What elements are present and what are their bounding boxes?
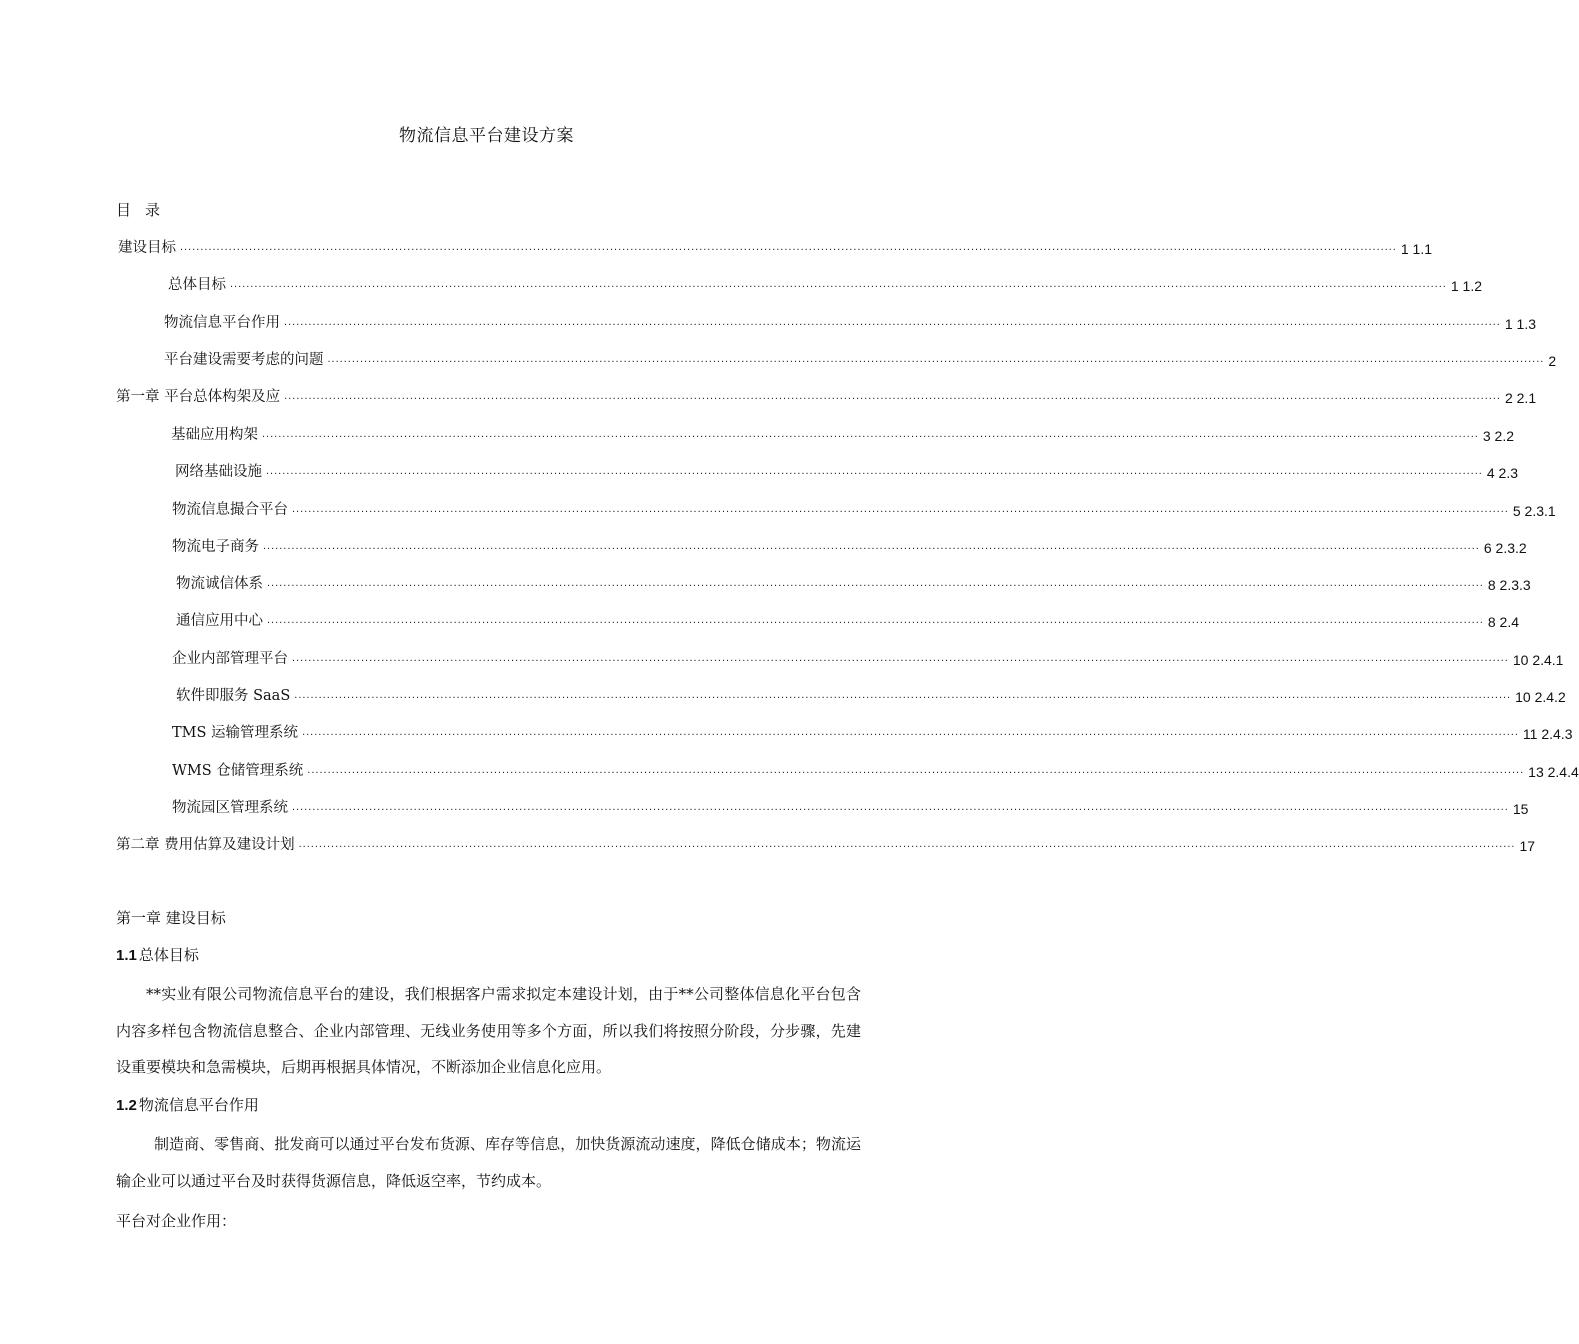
toc-leader-dots: ............................................................................................................................................................................................................................................................................................................ [294,689,1512,701]
toc-entry[interactable] [171,422,1514,444]
toc-entry[interactable] [116,384,1537,406]
toc-leader-dots: ............................................................................................................................................................................................................................................................................................................ [298,838,1516,850]
toc-entry[interactable] [172,646,1564,668]
toc-entry-label: 物流电子商务 [172,539,259,555]
toc-entry[interactable] [164,310,1536,332]
toc-entry-page: 17 [1519,838,1536,854]
toc-entry[interactable] [172,534,1527,556]
toc-entry-page: 10 2.4.1 [1512,652,1564,668]
paragraph-overall-goal: **实业有限公司物流信息平台的建设，我们根据客户需求拟定本建设计划，由于**公司整体信息化平台包含内容多样包含物流信息整合、企业内部管理、无线业务使用等多个方面，所以我们将按照分阶段，分步骤，先建设重要模块和急需模块，后期再根据具体情况，不断添加企业信息化应用。 [116,985,861,1076]
toc-entry[interactable] [164,347,1557,369]
toc-entry[interactable] [172,795,1529,817]
toc-entry[interactable] [176,608,1519,630]
toc-leader-dots: ............................................................................................................................................................................................................................................................................................................ [180,241,1397,253]
toc-entry-page: 13 2.4.4 [1528,764,1579,780]
toc-entry-label: 物流信息平台作用 [164,315,280,331]
section-number: 1.2 [116,1097,137,1114]
toc-entry-label: 第二章 费用估算及建设计划 [116,837,295,853]
toc-entry-page: 8 2.3.3 [1487,577,1531,593]
toc-entry-page: 1 1.1 [1400,241,1432,257]
toc-entry-label: 基础应用构架 [171,427,258,443]
toc-entry-page: 3 2.2 [1482,428,1514,444]
toc-entry-page: 15 [1512,801,1529,817]
paragraph-enterprise-role: 平台对企业作用： [116,1212,237,1230]
toc-entry-page: 5 2.3.1 [1512,503,1556,519]
toc-entry-page: 8 2.4 [1487,614,1519,630]
toc-leader-dots: ............................................................................................................................................................................................................................................................................................................ [292,652,1509,664]
paragraph-platform-role: 制造商、零售商、批发商可以通过平台发布货源、库存等信息，加快货源流动速度，降低仓储成本；物流运输企业可以通过平台及时获得货源信息，降低返空率，节约成本。 [116,1135,861,1190]
toc-entry-label: 物流信息撮合平台 [172,502,288,518]
toc-leader-dots: ............................................................................................................................................................................................................................................................................................................ [302,726,1519,738]
toc-heading-char-2: 录 [145,201,161,219]
toc-heading-char-1: 目 [116,201,132,219]
toc-entry[interactable] [116,832,1536,854]
toc-leader-dots: ............................................................................................................................................................................................................................................................................................................ [267,614,1484,626]
toc-leader-dots: ............................................................................................................................................................................................................................................................................................................ [292,503,1509,515]
toc-entry-label: 建设目标 [118,240,176,256]
chapter-heading: 第一章 建设目标 [116,909,226,927]
toc-entry-label: 企业内部管理平台 [172,651,288,667]
toc-entry-label: 软件即服务 SaaS [176,688,291,704]
toc-leader-dots: ............................................................................................................................................................................................................................................................................................................ [262,428,1479,440]
toc-leader-dots: ............................................................................................................................................................................................................................................................................................................ [327,353,1545,365]
toc-entry-label: 第一章 平台总体构架及应 [116,389,281,405]
toc-entry-label: 平台建设需要考虑的问题 [164,352,324,368]
toc-entry-page: 1 1.2 [1450,278,1482,294]
toc-entry[interactable] [172,720,1573,742]
toc-leader-dots: ............................................................................................................................................................................................................................................................................................................ [292,801,1509,813]
toc-entry-label: 网络基础设施 [175,464,262,480]
toc-entry-page: 2 2.1 [1504,390,1537,406]
section-heading-1-2 [116,1094,259,1115]
section-heading-1-1 [116,944,199,965]
toc-leader-dots: ............................................................................................................................................................................................................................................................................................................ [266,465,1483,477]
section-title: 总体目标 [138,946,199,964]
toc-entry[interactable] [176,683,1566,705]
section-title: 物流信息平台作用 [138,1096,259,1114]
toc-leader-dots: ............................................................................................................................................................................................................................................................................................................ [263,540,1480,552]
section-number: 1.1 [116,947,137,964]
toc-leader-dots: ............................................................................................................................................................................................................................................................................................................ [284,390,1501,402]
toc-heading [116,199,174,220]
toc-entry-page: 2 [1548,353,1557,369]
toc-entry-page: 6 2.3.2 [1483,540,1527,556]
toc-entry[interactable] [175,459,1518,481]
toc-entry-label: 物流园区管理系统 [172,800,288,816]
toc-entry-label: WMS 仓储管理系统 [172,763,304,779]
document-title: 物流信息平台建设方案 [399,126,574,146]
toc-entry-label: 总体目标 [168,277,226,293]
toc-entry-label: TMS 运输管理系统 [172,725,299,741]
toc-entry[interactable] [172,497,1556,519]
toc-entry-page: 4 2.3 [1486,465,1518,481]
toc-entry-page: 10 2.4.2 [1515,689,1566,705]
toc-entry-label: 通信应用中心 [176,613,263,629]
toc-leader-dots: ............................................................................................................................................................................................................................................................................................................ [284,316,1501,328]
toc-leader-dots: ............................................................................................................................................................................................................................................................................................................ [267,577,1484,589]
toc-entry[interactable] [172,758,1579,780]
toc-entry-page: 1 1.3 [1504,316,1536,332]
toc-entry[interactable] [176,571,1531,593]
toc-leader-dots: ............................................................................................................................................................................................................................................................................................................ [307,764,1525,776]
toc-leader-dots: ............................................................................................................................................................................................................................................................................................................ [230,278,1447,290]
toc-entry[interactable] [118,235,1432,257]
toc-entry-page: 11 2.4.3 [1522,726,1573,742]
toc-entry-label: 物流诚信体系 [176,576,263,592]
toc-entry[interactable] [168,272,1482,294]
